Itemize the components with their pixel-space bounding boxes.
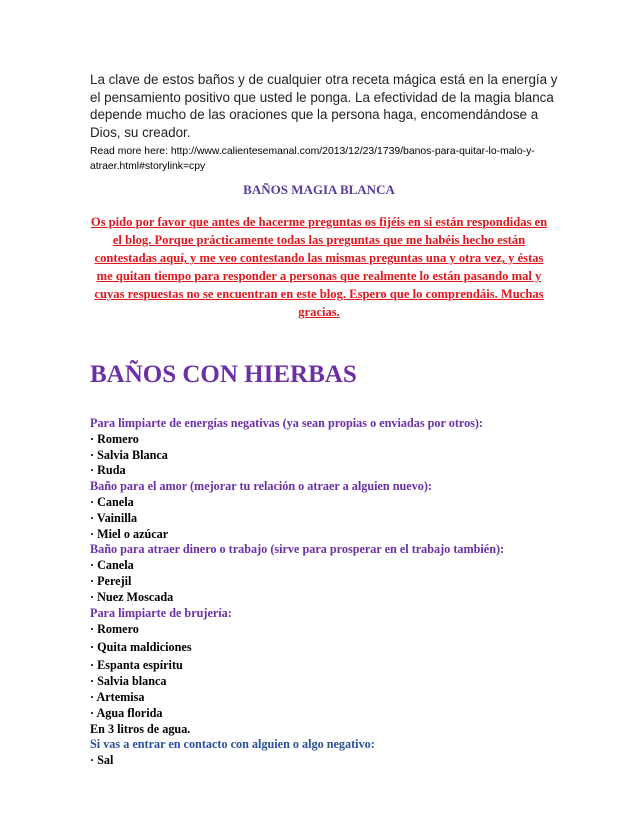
list-item: · Salvia Blanca	[90, 447, 168, 462]
recipe-heading: Baño para el amor (mejorar tu relación o atraer a alguien nuevo):	[90, 479, 432, 494]
list-item: · Romero	[90, 431, 139, 446]
list-item: · Miel o azúcar	[90, 526, 169, 541]
intro-paragraph: La clave de estos baños y de cualquier otra receta mágica está en la energía y el pensamiento positivo que usted le ponga. La efectividad de la magia blanca depende mucho de las oraciones que la persona haga, encomendándose a Dios, su creador.	[90, 72, 558, 140]
list-item: · Agua florida	[90, 705, 163, 720]
list-item: · Perejil	[90, 573, 132, 588]
list-item: · Sal	[90, 753, 114, 768]
list-item: · Quita maldiciones	[90, 639, 192, 654]
section-title: BAÑOS MAGIA BLANCA	[243, 182, 395, 197]
list-item: · Vainilla	[90, 510, 138, 525]
list-item: · Salvia blanca	[90, 674, 167, 689]
list-item: · Canela	[90, 558, 134, 573]
list-item: · Ruda	[90, 463, 126, 478]
recipe-heading: Baño para atraer dinero o trabajo (sirve para prosperar en el trabajo también):	[90, 542, 505, 557]
list-item: En 3 litros de agua.	[90, 721, 191, 736]
main-title: BAÑOS CON HIERBAS	[90, 361, 357, 388]
recipe-heading: Para limpiarte de energías negativas (ya sean propias o enviadas por otros):	[90, 416, 484, 430]
recipe-heading: Si vas a entrar en contacto con alguien o algo negativo:	[90, 737, 375, 752]
recipe-heading: Para limpiarte de brujería:	[90, 605, 232, 620]
list-item: · Nuez Moscada	[90, 589, 174, 604]
list-item: · Canela	[90, 494, 134, 509]
list-item: · Romero	[90, 622, 139, 637]
recipe-list	[90, 416, 560, 769]
list-item: · Artemisa	[90, 689, 145, 704]
notice-paragraph: Os pido por favor que antes de hacerme preguntas os fijéis en si están respondidas en el blog. Porque prácticamente todas las preguntas que me habéis hecho están contestadas aquí, y me veo contestando las mismas preguntas una y otra vez, y éstas me quitan tiempo para responder a personas que realmente lo están pasando mal y cuyas respuestas no se encuentran en este blog. Espero que lo comprendáis. Muchas gracias.	[90, 215, 548, 320]
read-more-link-text: Read more here: http://www.calientesemanal.com/2013/12/23/1739/banos-para-quitar-lo-malo-y-atraer.html#storylink=cpy	[90, 146, 535, 172]
list-item: · Espanta espíritu	[90, 657, 183, 672]
